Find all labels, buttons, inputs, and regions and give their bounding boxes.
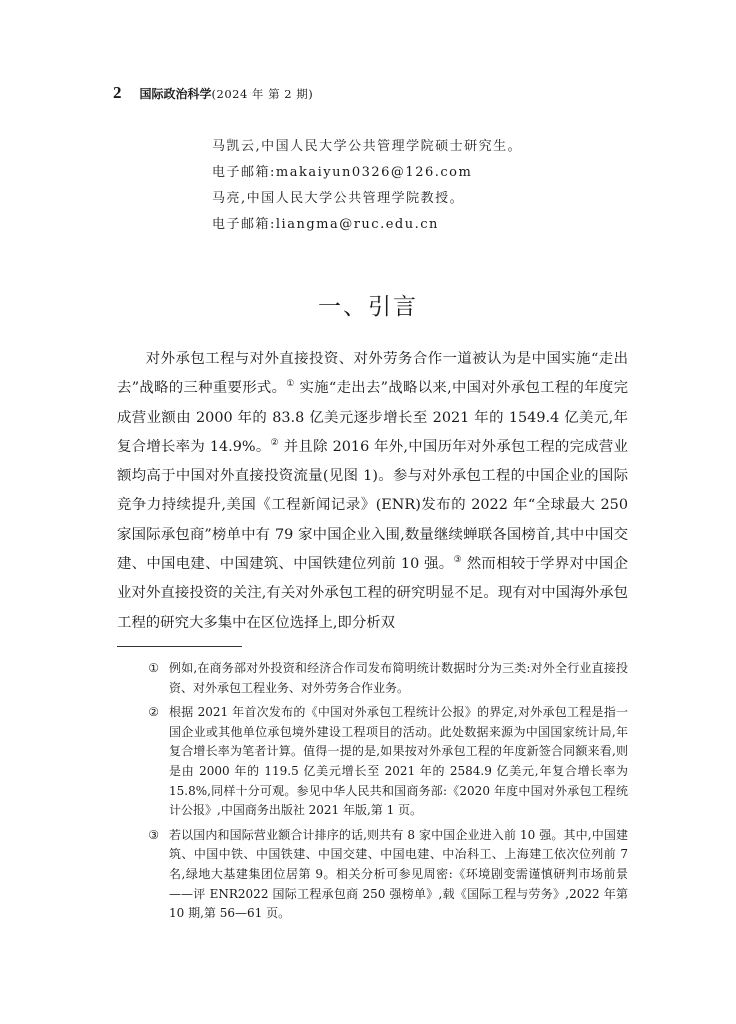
footnote-ref-3[interactable]: ③ [453, 555, 462, 566]
footnote-mark: ① [148, 661, 159, 675]
author-2-email: 电子邮箱:liangma@ruc.edu.cn [212, 217, 439, 232]
footnote-divider [117, 646, 242, 647]
footnote-3 [117, 826, 628, 924]
author-1-email: 电子邮箱:makaiyun0326@126.com [212, 165, 473, 180]
author-info [212, 134, 522, 238]
footnote-mark: ② [148, 705, 159, 720]
footnote-2 [117, 703, 628, 821]
author-2-affiliation: 马亮,中国人民大学公共管理学院教授。 [212, 191, 465, 206]
footnote-text: 例如,在商务部对外投资和经济合作司发布简明统计数据时分为三类:对外全行业直接投资、对外承包工程业务、对外劳务合作业务。 [169, 661, 628, 695]
footnote-text: 根据 2021 年首次发布的《中国对外承包工程统计公报》的界定,对外承包工程是指一国企业或其他单位承包境外建设工程项目的活动。此处数据来源为中国国家统计局,年复合增长率为笔者计算。值得一提的是,如果按对外承包工程的年度新签合同额来看,则是由 2000 年的 119.5 亿美元增长至 2021 年的 2584.9 亿美元,年复合增长率为 15.8%,同样十分可观。参见中华人民共和国商务部:《2020 年度中国对外承包工程统计公报》,中国商务出版社 2021 年版,第 1 页。 [169, 705, 628, 818]
body-sentence-2: 实施“走出去”战略以来,中国对外承包工程的年度完成营业额由 2000 年的 83.8 亿美元逐步增长至 2021 年的 1549.4 亿美元,年复合增长率为 14.9%。 [117, 380, 628, 455]
running-header [113, 83, 313, 103]
body-sentence-1: 对外承包工程与对外直接投资、对外劳务合作一道被认为是中国实施“走出去”战略的三种重要形式。 [117, 351, 628, 397]
footnote-text: 若以国内和国际营业额合计排序的话,则共有 8 家中国企业进入前 10 强。其中,中国建筑、中国中铁、中国铁建、中国交建、中国电建、中冶科工、上海建工依次位列前 7 名,绿地大基建集团位居第 9。相关分析可参见周密:《环境剧变需谨慎研判市场前景——评 ENR2022 国际工程承包商 250 强榜单》,载《国际工程与劳务》,2022 年第 10 期,第 56—61 页。 [169, 827, 628, 921]
journal-issue: (2024 年 第 2 期) [211, 87, 314, 101]
page-number: 2 [113, 83, 122, 102]
body-sentence-4: 然而相较于学界对中国企业对外直接投资的关注,有关对外承包工程的研究明显不足。现有对中国海外承包工程的研究大多集中在区位选择上,即分析双 [117, 556, 628, 631]
author-1-affiliation: 马凯云,中国人民大学公共管理学院硕士研究生。 [212, 139, 523, 154]
body-sentence-3: 并且除 2016 年外,中国历年对外承包工程的完成营业额均高于中国对外直接投资流量(见图 1)。参与对外承包工程的中国企业的国际竞争力持续提升,美国《工程新闻记录》(ENR)发布的 2022 年“全球最大 250 家国际承包商”榜单中有 79 家中国企业入围,数量继续蝉联各国榜首,其中中国交建、中国电建、中国建筑、中国铁建位列前 10 强。 [117, 438, 628, 573]
footnote-1 [117, 659, 628, 698]
body-paragraph [117, 345, 628, 638]
footnote-mark: ③ [148, 827, 159, 842]
footnote-ref-2[interactable]: ② [270, 438, 279, 449]
journal-title: 国际政治科学 [139, 87, 212, 101]
footnotes [117, 659, 628, 929]
section-heading: 一、引言 [318, 294, 418, 320]
footnote-ref-1[interactable]: ① [286, 379, 295, 390]
